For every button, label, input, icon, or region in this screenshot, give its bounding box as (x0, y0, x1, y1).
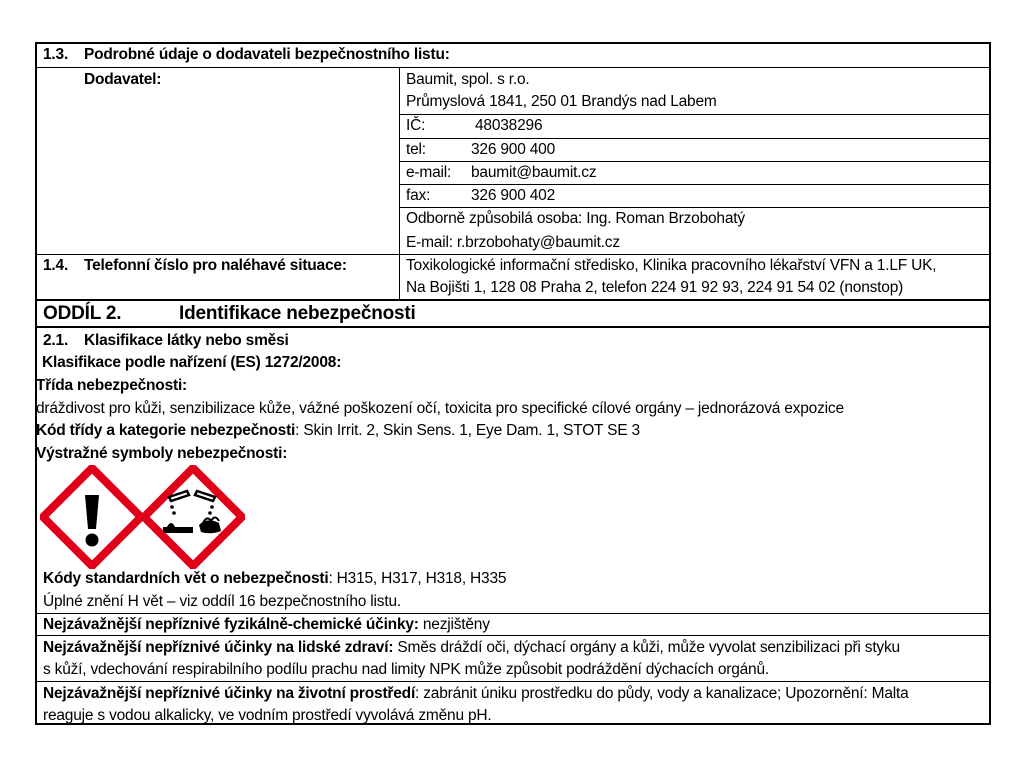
divider (400, 207, 990, 208)
emergency-line-2: Na Bojišti 1, 128 08 Praha 2, telefon 224 91 92 93, 224 91 54 02 (nonstop) (406, 279, 904, 296)
tel-value: 326 900 400 (471, 141, 555, 158)
env-text-2: reaguje s vodou alkalicky, ve vodním prostředí vyvolává změnu pH. (43, 707, 492, 724)
corrosion-pictogram (141, 465, 245, 569)
health-text-1: Směs dráždí oči, dýchací orgány a kůži, může vyvolat senzibilizaci při styku (393, 639, 900, 656)
fax-value: 326 900 402 (471, 187, 555, 204)
section-title: Identifikace nebezpečnosti (179, 303, 416, 324)
border-top (35, 42, 991, 44)
email-value: baumit@baumit.cz (471, 164, 597, 181)
divider (400, 138, 990, 139)
fax-label: fax: (406, 187, 431, 204)
company-name: Baumit, spol. s r.o. (406, 71, 530, 88)
subsection-number: 2.1. (43, 332, 69, 349)
hazard-code-line (36, 422, 640, 440)
tel-label: tel: (406, 141, 426, 158)
divider (35, 681, 991, 682)
border-right (989, 42, 991, 725)
hazard-code-text: : Skin Irrit. 2, Skin Sens. 1, Eye Dam. 1, STOT SE 3 (295, 422, 640, 439)
divider (400, 184, 990, 185)
health-effects-line-1 (43, 639, 900, 657)
env-label: Nejzávažnější nepříznivé účinky na životní prostředí (43, 685, 416, 702)
hazard-class-text: dráždivost pro kůži, senzibilizace kůže, vážné poškození očí, toxicita pro specifické cílové orgány – jednorázová expozice (36, 400, 844, 417)
supplier-label: Dodavatel: (84, 71, 162, 88)
env-text-1: : zabránit úniku prostředku do půdy, vody a kanalizace; Upozornění: Malta (415, 685, 909, 702)
divider (35, 635, 991, 636)
divider (35, 67, 991, 68)
divider (400, 114, 990, 115)
hcodes-line (43, 570, 506, 588)
hcodes-full-text: Úplné znění H vět – viz oddíl 16 bezpečnostního listu. (43, 593, 401, 610)
section-title-number: ODDÍL 2. (43, 303, 122, 324)
env-effects-line-1 (43, 685, 909, 703)
physchem-text: nezjištěny (418, 616, 490, 633)
divider (400, 161, 990, 162)
section-number: 1.3. (43, 46, 69, 63)
classification-heading: Klasifikace podle nařízení (ES) 1272/2008: (42, 354, 342, 371)
section-heading: Podrobné údaje o dodavateli bezpečnostního listu: (84, 46, 450, 63)
subsection-title: Klasifikace látky nebo směsi (84, 332, 289, 349)
exclamation-mark-pictogram (40, 465, 144, 569)
physchem-label: Nejzávažnější nepříznivé fyzikálně-chemické účinky: (43, 616, 419, 633)
hcodes-text: : H315, H317, H318, H335 (328, 570, 507, 587)
responsible-email: E-mail: r.brzobohaty@baumit.cz (406, 234, 620, 251)
email-label: e-mail: (406, 164, 452, 181)
divider (35, 299, 991, 301)
emergency-line-1: Toxikologické informační středisko, Klinika pracovního lékařství VFN a 1.LF UK, (406, 257, 937, 274)
physchem-effects (43, 616, 490, 634)
divider (35, 613, 991, 614)
divider (35, 254, 991, 255)
company-address: Průmyslová 1841, 250 01 Brandýs nad Labem (406, 93, 717, 110)
health-text-2: s kůží, vdechování respirabilního podílu prachu nad limity NPK může způsobit podráždění dýchacích orgánů. (43, 661, 770, 678)
pictograms-label: Výstražné symboly nebezpečnosti: (36, 445, 288, 462)
ic-label: IČ: (406, 117, 426, 134)
hazard-class-label: Třída nebezpečnosti: (36, 377, 188, 394)
section-number: 1.4. (43, 257, 69, 274)
hcodes-label: Kódy standardních vět o nebezpečnosti (43, 570, 329, 587)
health-label: Nejzávažnější nepříznivé účinky na lidské zdraví: (43, 639, 394, 656)
hazard-code-label: Kód třídy a kategorie nebezpečnosti (36, 422, 296, 439)
divider (35, 326, 991, 328)
ic-value: 48038296 (475, 117, 543, 134)
section-heading: Telefonní číslo pro naléhavé situace: (84, 257, 347, 274)
responsible-person: Odborně způsobilá osoba: Ing. Roman Brzobohatý (406, 210, 745, 227)
